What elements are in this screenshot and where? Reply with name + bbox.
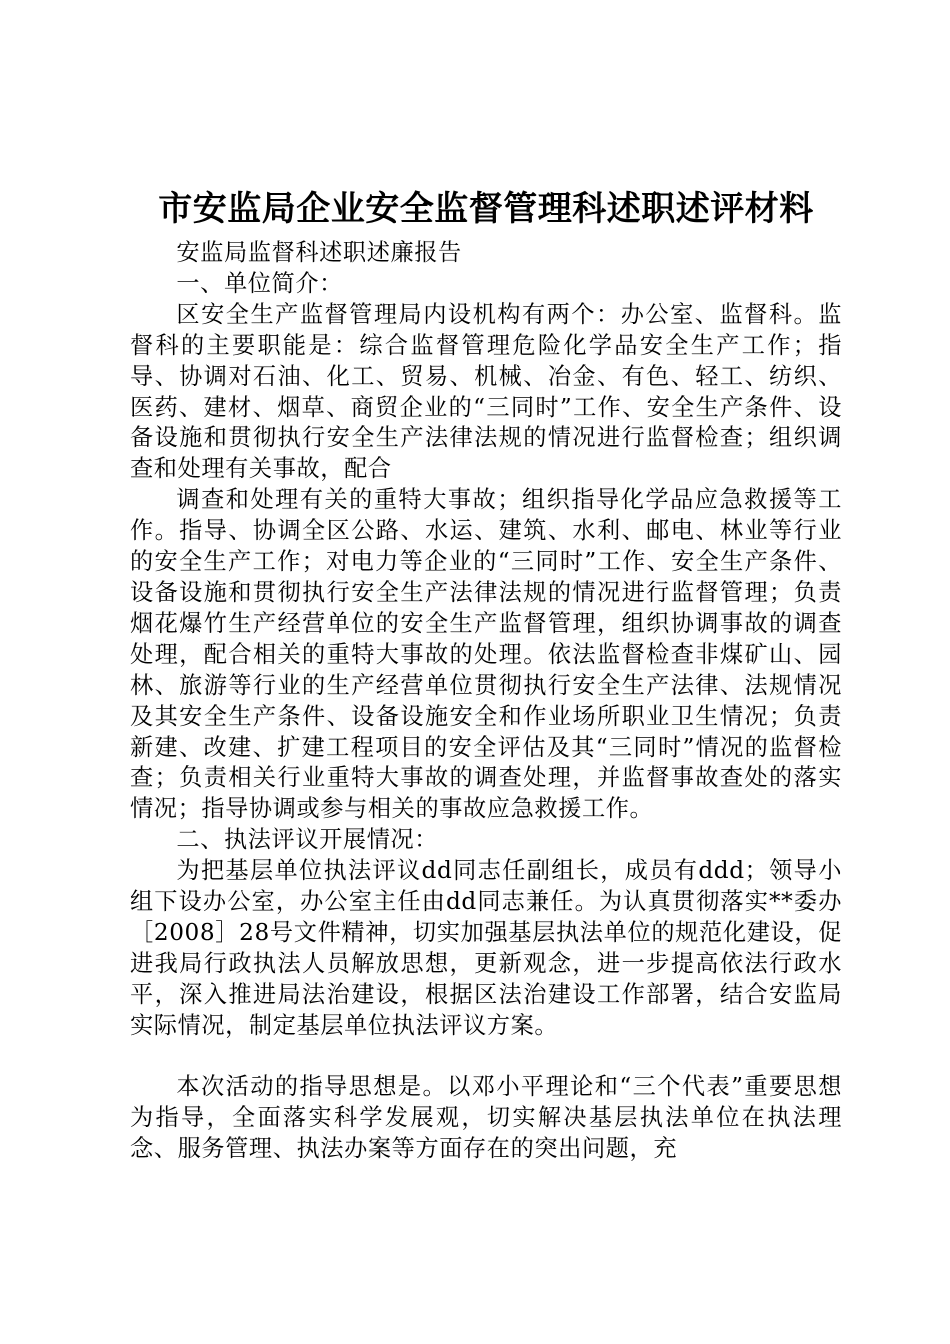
paragraph-section-one-heading: 一、单位简介：: [176, 269, 343, 297]
paragraph-guiding-thought: 本次活动的指导思想是。以邓小平理论和“三个代表”重要思想为指导，全面落实科学发展观，切实解决基层执法单位在执法理念、服务管理、执法办案等方面存在的突出问题，充: [130, 1073, 842, 1163]
document-title: 市安监局企业安全监督管理科述职述评材料: [158, 189, 814, 229]
document-page: [130, 186, 842, 1165]
paragraph-spacer: [130, 1042, 842, 1073]
paragraph-section-two-heading: 二、执法评议开展情况：: [176, 826, 439, 854]
paragraph-duties: 调查和处理有关的重特大事故；组织指导化学品应急救援等工作。指导、协调全区公路、水运、建筑、水利、邮电、林业等行业的安全生产工作；对电力等企业的“三同时”工作、安全生产条件、设备设施和贯彻执行安全生产法律法规的情况进行监督管理；负责烟花爆竹生产经营单位的安全生产监督管理，组织协调事故的调查处理，配合相关的重特大事故的处理。依法监督检查非煤矿山、园林、旅游等行业的生产经营单位贯彻执行安全生产法律、法规情况及其安全生产条件、设备设施安全和作业场所职业卫生情况；负责新建、改建、扩建工程项目的安全评估及其“三同时”情况的监督检查；负责相关行业重特大事故的调查处理，并监督事故查处的落实情况；指导协调或参与相关的事故应急救援工作。: [130, 486, 842, 823]
paragraph-unit-intro: 区安全生产监督管理局内设机构有两个：办公室、监督科。监督科的主要职能是：综合监督管理危险化学品安全生产工作；指导、协调对石油、化工、贸易、机械、冶金、有色、轻工、纺织、医药、建材、烟草、商贸企业的“三同时”工作、安全生产条件、设备设施和贯彻执行安全生产法律法规的情况进行监督检查；组织调查和处理有关事故，配合: [130, 300, 842, 483]
paragraph-evaluation-setup: 为把基层单位执法评议dd同志任副组长，成员有ddd；领导小组下设办公室，办公室主任由dd同志兼任。为认真贯彻落实**委办［2008］28号文件精神，切实加强基层执法单位的规范化建设，促进我局行政执法人员解放思想，更新观念，进一步提高依法行政水平，深入推进局法治建设，根据区法治建设工作部署，结合安监局实际情况，制定基层单位执法评议方案。: [130, 857, 842, 1039]
paragraph-report-heading: 安监局监督科述职述廉报告: [176, 239, 462, 266]
